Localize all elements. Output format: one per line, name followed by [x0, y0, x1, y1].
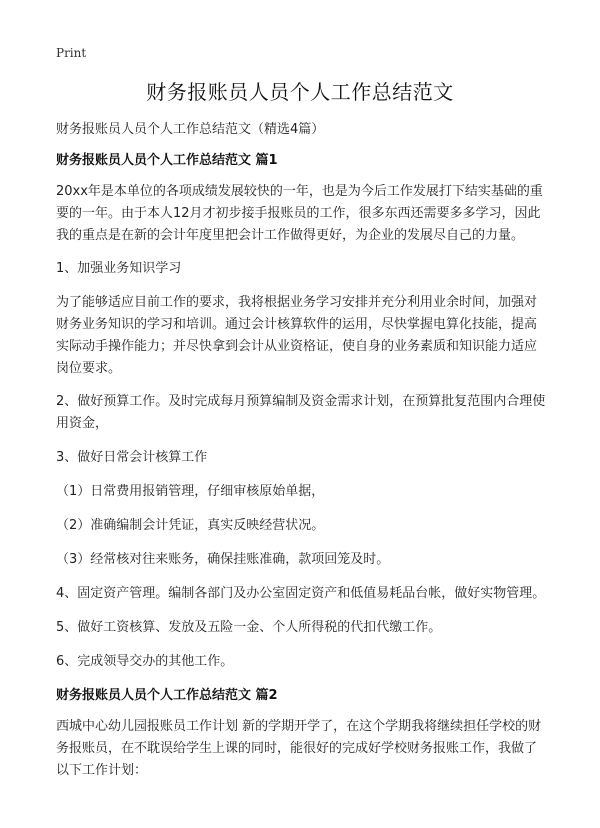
list-subitem-3-3: （3）经常核对往来账务，确保挂账准确，款项回笼及时。 [56, 552, 390, 567]
section-1-intro: 20xx年是本单位的各项成绩发展较快的一年，也是为今后工作发展打下结实基础的重要的一年。由于本人12月才初步接手报账员的工作，很多东西还需要多多学习，因此我的重点是在新的会计年度里把会计工作做得更好，为企业的发展尽自己的力量。 [56, 184, 543, 243]
list-item-1-body: 为了能够适应目前工作的要求，我将根据业务学习安排并充分利用业余时间，加强对财务业务知识的学习和培训。通过会计核算软件的运用，尽快掌握电算化技能，提高实际动手操作能力；并尽快拿到会计从业资格证，使自身的业务素质和知识能力适应岗位要求。 [56, 295, 538, 376]
list-item-1-title: 1、加强业务知识学习 [56, 261, 182, 276]
list-item-2: 2、做好预算工作。及时完成每月预算编制及资金需求计划，在预算批复范围内合理使用资金， [56, 394, 546, 431]
list-item-6: 6、完成领导交办的其他工作。 [56, 654, 234, 669]
list-subitem-3-2: （2）准确编制会计凭证，真实反映经营状况。 [56, 518, 325, 533]
section-2-intro: 西城中心幼儿园报账员工作计划 新的学期开学了，在这个学期我将继续担任学校的财务报账员，在不耽误给学生上课的同时，能很好的完成好学校财务报账工作，我做了以下工作计划： [56, 719, 542, 778]
print-link[interactable]: Print [56, 46, 87, 60]
section-heading-1: 财务报账员人员个人工作总结范文 篇1 [56, 153, 278, 168]
document-body [56, 119, 548, 793]
list-item-4: 4、固定资产管理。编制各部门及办公室固定资产和低值易耗品台帐，做好实物管理。 [56, 586, 546, 601]
list-item-5: 5、做好工资核算、发放及五险一金、个人所得税的代扣代缴工作。 [56, 620, 442, 635]
document-subtitle: 财务报账员人员个人工作总结范文（精选4篇） [56, 122, 325, 137]
section-heading-2: 财务报账员人员个人工作总结范文 篇2 [56, 688, 278, 703]
list-item-3-title: 3、做好日常会计核算工作 [56, 450, 208, 465]
document-title: 财务报账员人员个人工作总结范文 [146, 80, 454, 104]
list-subitem-3-1: （1）日常费用报销管理，仔细审核原始单据， [56, 484, 325, 499]
